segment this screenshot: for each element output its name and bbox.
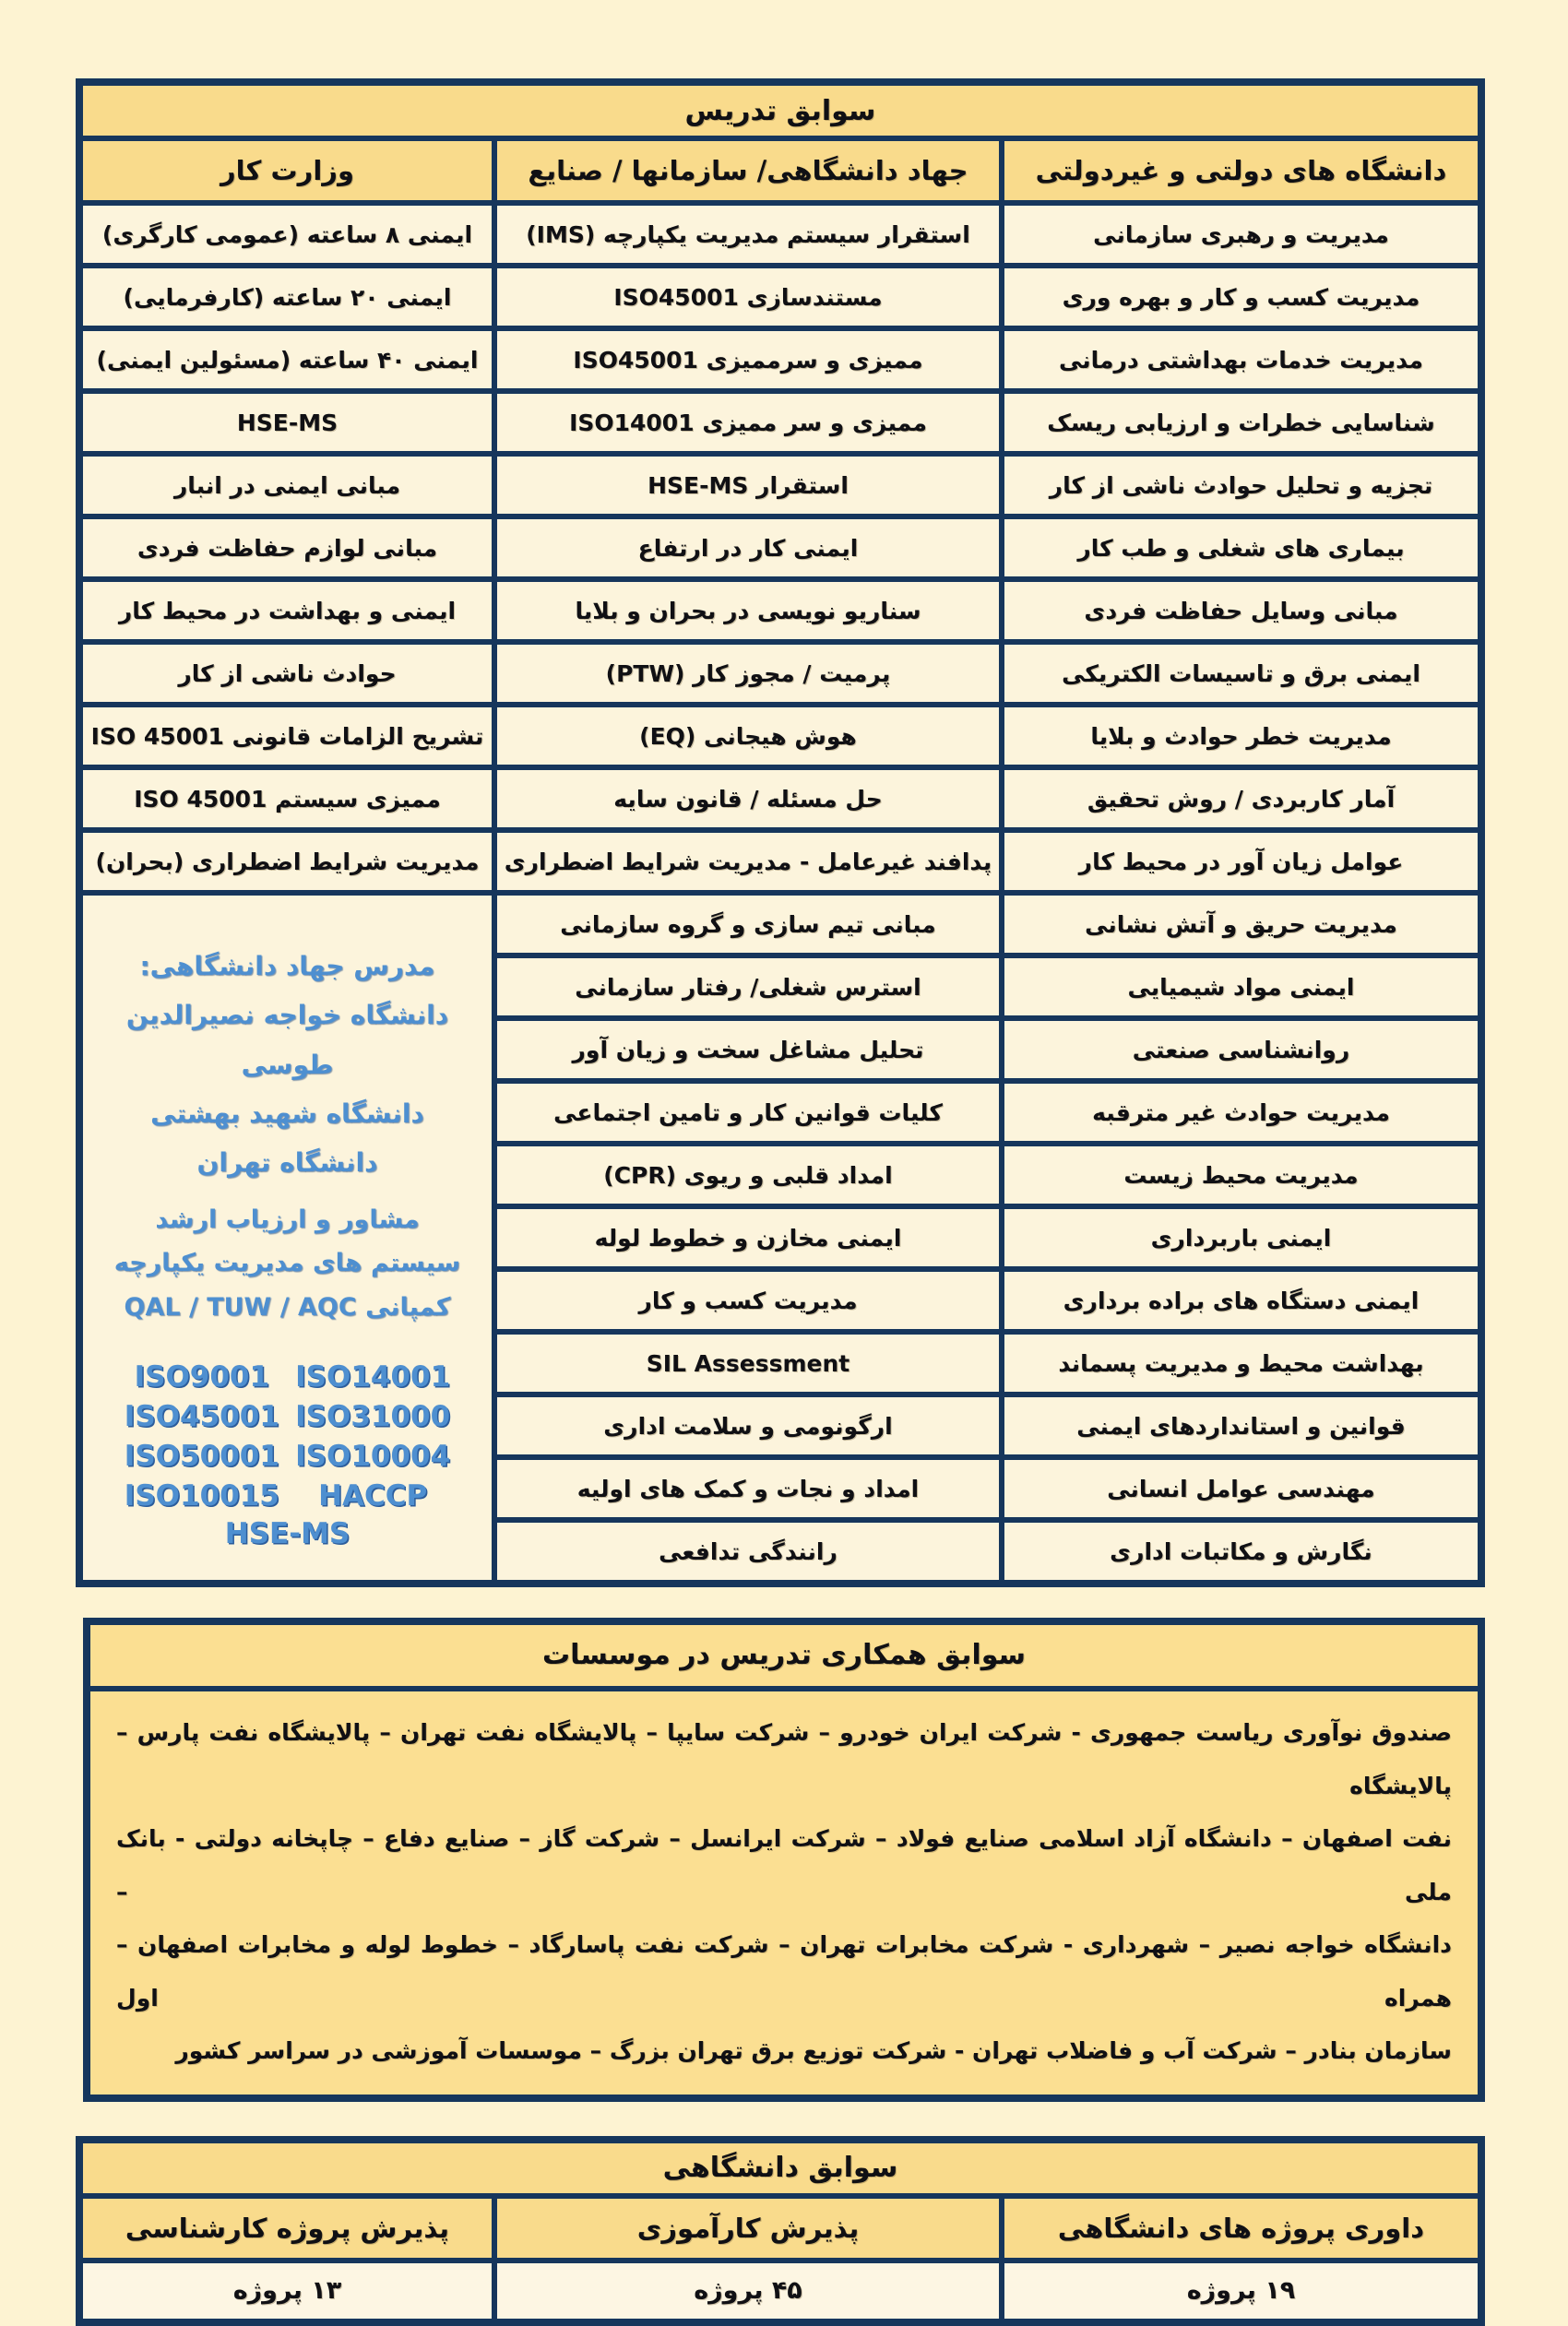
jahad-course-cell: استقرار HSE-MS [494,454,1002,516]
jahad-instructor-heading: مدرس جهاد دانشگاهی: [139,951,435,982]
jahad-course-cell: پرمیت / مجوز کار (PTW) [494,642,1002,705]
university-khajeh-nasir: دانشگاه خواجه نصیرالدین طوسی [125,1000,449,1080]
labor-course-cell: تشریح الزامات قانونی ISO 45001 [79,705,494,767]
column-header-jahad: جهاد دانشگاهی/ سازمانها / صنایع [494,138,1002,203]
uni-course-cell: مدیریت خطر حوادث و بلایا [1002,705,1481,767]
uni-course-cell: ایمنی مواد شیمیایی [1002,955,1481,1018]
teaching-history-table [76,78,1485,1587]
teaching-row [79,203,1481,266]
labor-course-cell: HSE-MS [79,391,494,454]
academic-header-row [79,2196,1481,2261]
jahad-course-cell: ممیزی و سرممیزی ISO45001 [494,328,1002,391]
teaching-title: سوابق تدریس [79,82,1481,138]
jahad-course-cell: رانندگی تدافعی [494,1520,1002,1584]
uni-course-cell: مدیریت حریق و آتش نشانی [1002,893,1481,955]
jahad-course-cell: ارگونومی و سلامت اداری [494,1394,1002,1457]
column-header-universities: دانشگاه های دولتی و غیردولتی [1002,138,1481,203]
labor-course-cell: ایمنی و بهداشت در محیط کار [79,579,494,642]
iso-standard: ISO31000 [295,1399,451,1433]
academic-history-table [76,2136,1485,2326]
teaching-row [79,893,1481,955]
jahad-course-cell: ایمنی مخازن و خطوط لوله [494,1206,1002,1269]
teaching-row [79,579,1481,642]
jahad-course-cell: کلیات قوانین کار و تامین اجتماعی [494,1081,1002,1144]
iso-standards-grid [116,1360,458,1513]
uni-course-cell: تجزیه و تحلیل حوادث ناشی از کار [1002,454,1481,516]
teaching-row [79,391,1481,454]
senior-consultant-line: مشاور و ارزیاب ارشد [155,1205,420,1235]
jahad-course-cell: SIL Assessment [494,1332,1002,1394]
uni-course-cell: مدیریت محیط زیست [1002,1144,1481,1206]
teaching-row [79,767,1481,830]
ims-systems-line: سیستم های مدیریت یکپارچه [113,1249,461,1278]
jahad-course-cell: مدیریت کسب و کار [494,1269,1002,1332]
jahad-course-cell: استقرار سیستم مدیریت یکپارچه (IMS) [494,203,1002,266]
jahad-course-cell: هوش هیجانی (EQ) [494,705,1002,767]
uni-course-cell: ایمنی برق و تاسیسات الکتریکی [1002,642,1481,705]
uni-course-cell: ایمنی دستگاه های براده برداری [1002,1269,1481,1332]
iso-hse-ms: HSE-MS [224,1516,350,1550]
uni-course-cell: شناسایی خطرات و ارزیابی ریسک [1002,391,1481,454]
uni-course-cell: بیماری های شغلی و طب کار [1002,516,1481,579]
labor-course-cell: مدیریت شرایط اضطراری (بحران) [79,830,494,893]
table-gap [83,1587,1485,1618]
institutes-line: دانشگاه خواجه نصیر – شهرداری - شرکت مخابرات تهران – شرکت نفت پاسارگاد – خطوط لوله و مخابرات اصفهان – همراه اول [116,1931,1452,2012]
uni-course-cell: روانشناسی صنعتی [1002,1018,1481,1081]
institutes-line: صندوق نوآوری ریاست جمهوری - شرکت ایران خودرو – شرکت سایپا – پالایشگاه نفت تهران – پالایشگاه نفت پارس – پالایشگاه [116,1719,1452,1799]
internship-count: ۴۵ پروژه [494,2261,1002,2322]
institutes-body [90,1691,1478,2095]
uni-course-cell: نگارش و مکاتبات اداری [1002,1520,1481,1584]
jahad-course-cell: مبانی تیم سازی و گروه سازمانی [494,893,1002,955]
teaching-row [79,266,1481,328]
project-judging-count: ۱۹ پروژه [1002,2261,1481,2322]
jahad-course-cell: حل مسئله / قانون سایه [494,767,1002,830]
teaching-row [79,830,1481,893]
iso-standard: ISO9001 [134,1359,270,1394]
bachelor-project-count: ۱۳ پروژه [79,2261,494,2322]
teaching-title-row [79,82,1481,138]
uni-course-cell: آمار کاربردی / روش تحقیق [1002,767,1481,830]
institutes-line: نفت اصفهان – دانشگاه آزاد اسلامی صنایع فولاد – شرکت ایرانسل – شرکت گاز – صنایع دفاع – چاپخانه دولتی - بانک ملی – [116,1825,1452,1905]
jahad-course-cell: امداد و نجات و کمک های اولیه [494,1457,1002,1520]
jahad-course-cell: ممیزی و سر ممیزی ISO14001 [494,391,1002,454]
labor-course-cell: ایمنی ۸ ساعته (عمومی کارگری) [79,203,494,266]
academic-title: سوابق دانشگاهی [79,2140,1481,2196]
table-gap [83,2102,1485,2136]
jahad-course-cell: ایمنی کار در ارتفاع [494,516,1002,579]
uni-course-cell: قوانین و استانداردهای ایمنی [1002,1394,1481,1457]
labor-course-cell: ایمنی ۴۰ ساعته (مسئولین ایمنی) [79,328,494,391]
institutes-title: سوابق همکاری تدریس در موسسات [90,1625,1478,1691]
uni-course-cell: مدیریت کسب و کار و بهره وری [1002,266,1481,328]
jahad-course-cell: استرس شغلی/ رفتار سازمانی [494,955,1002,1018]
uni-course-cell: مهندسی عوامل انسانی [1002,1457,1481,1520]
iso-standard: ISO45001 [124,1399,279,1433]
teaching-row [79,642,1481,705]
labor-course-cell: ممیزی سیستم ISO 45001 [79,767,494,830]
iso-standard: HACCP [318,1478,428,1513]
jahad-course-cell: تحلیل مشاغل سخت و زیان آور [494,1018,1002,1081]
column-header-project-judging: داوری پروژه های دانشگاهی [1002,2196,1481,2261]
teaching-row [79,705,1481,767]
university-shahid-beheshti: دانشگاه شهید بهشتی [150,1098,424,1129]
column-header-internship: پذیرش کارآموزی [494,2196,1002,2261]
uni-course-cell: بهداشت محیط و مدیریت پسماند [1002,1332,1481,1394]
column-header-labor-ministry: وزارت کار [79,138,494,203]
academic-title-row [79,2140,1481,2196]
jahad-course-cell: مستندسازی ISO45001 [494,266,1002,328]
labor-course-cell: مبانی لوازم حفاظت فردی [79,516,494,579]
teaching-header-row [79,138,1481,203]
jahad-course-cell: سناریو نویسی در بحران و بلایا [494,579,1002,642]
academic-value-row [79,2261,1481,2322]
teaching-row [79,516,1481,579]
uni-course-cell: مدیریت و رهبری سازمانی [1002,203,1481,266]
jahad-course-cell: امداد قلبی و ریوی (CPR) [494,1144,1002,1206]
uni-course-cell: مبانی وسایل حفاظت فردی [1002,579,1481,642]
jahad-course-cell: پدافند غیرعامل - مدیریت شرایط اضطراری [494,830,1002,893]
column-header-bachelor-projects: پذیرش پروژه کارشناسی [79,2196,494,2261]
labor-instructor-panel [79,893,494,1584]
labor-course-cell: مبانی ایمنی در انبار [79,454,494,516]
institutes-line: سازمان بنادر – شرکت آب و فاضلاب تهران - شرکت توزیع برق تهران بزرگ – موسسات آموزشی در سراسر کشور [175,2037,1452,2064]
iso-standard: ISO10015 [124,1478,279,1513]
uni-course-cell: مدیریت خدمات بهداشتی درمانی [1002,328,1481,391]
teaching-row [79,454,1481,516]
labor-course-cell: ایمنی ۲۰ ساعته (کارفرمایی) [79,266,494,328]
uni-course-cell: عوامل زیان آور در محیط کار [1002,830,1481,893]
teaching-row [79,328,1481,391]
university-tehran: دانشگاه تهران [196,1146,378,1178]
labor-course-cell: حوادث ناشی از کار [79,642,494,705]
iso-standard: ISO10004 [295,1439,451,1473]
uni-course-cell: ایمنی باربرداری [1002,1206,1481,1269]
iso-standard: ISO14001 [295,1359,451,1394]
company-line: کمپانی QAL / TUW / AQC [124,1292,451,1322]
uni-course-cell: مدیریت حوادث غیر مترقبه [1002,1081,1481,1144]
iso-standard: ISO50001 [124,1439,279,1473]
